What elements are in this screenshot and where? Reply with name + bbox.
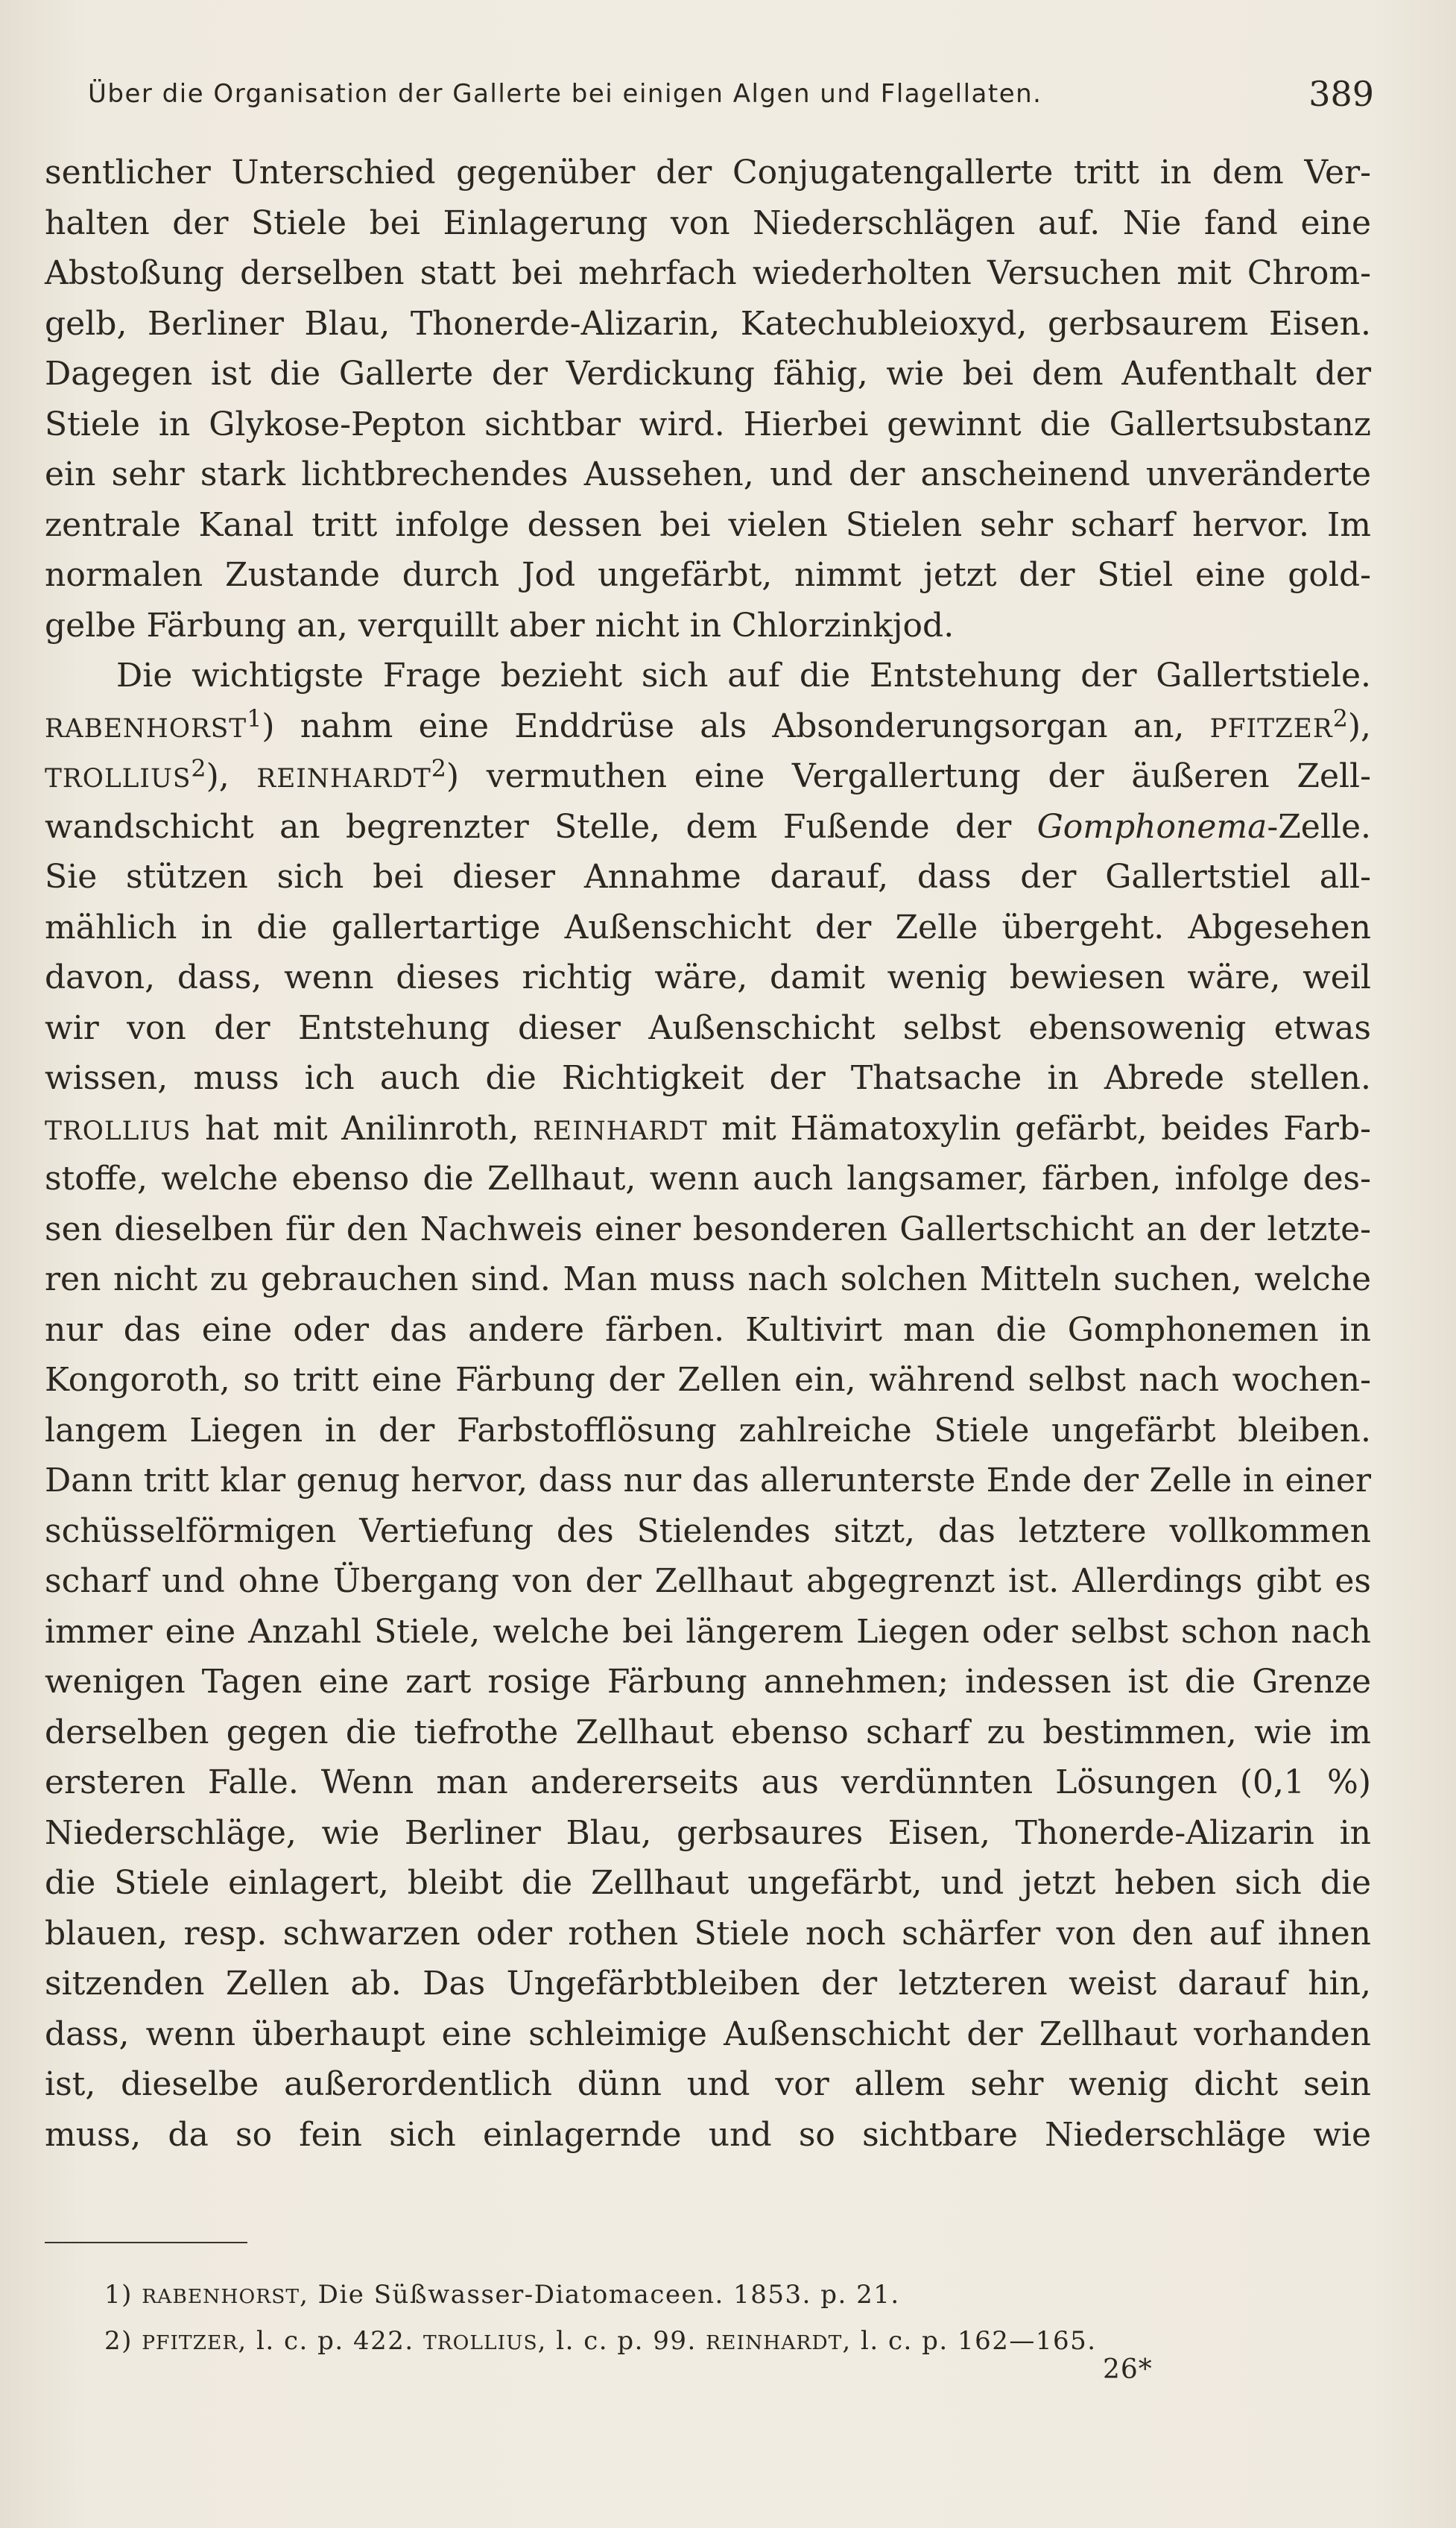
paragraph-start-line: Die wichtigste Frage bezieht sich auf die Entstehung der Gallertstiele. (116, 657, 1371, 695)
author-name: RABENHORST (142, 2285, 300, 2308)
footnote-ref: 2 (191, 755, 206, 783)
author-name: REINHARDT (256, 764, 431, 794)
footnote-ref: 2 (431, 755, 446, 783)
text-line: wissen, muss ich auch die Richtigkeit der Thatsache in Abrede stellen. (45, 1059, 1371, 1097)
text-line: wenigen Tagen eine zart rosige Färbung annehmen; indessen ist die Grenze (45, 1663, 1371, 1701)
body-text (45, 148, 1371, 2160)
text-line: blauen, resp. schwarzen oder rothen Stiele noch schärfer von den auf ihnen (45, 1914, 1371, 1953)
text-line: derselben gegen die tiefrothe Zellhaut ebenso scharf zu bestimmen, wie im (45, 1713, 1371, 1751)
author-name: TROLLIUS (45, 764, 192, 794)
author-name: REINHARDT (533, 1116, 708, 1146)
text-line: Sie stützen sich bei dieser Annahme darauf, dass der Gallertstiel all- (45, 858, 1371, 896)
running-title: Über die Organisation der Gallerte bei einigen Algen und Flagellaten. (88, 79, 1042, 109)
genus-name: Gomphonema (1036, 807, 1267, 846)
footnote-mark: 2) (104, 2326, 133, 2356)
text-line: Niederschläge, wie Berliner Blau, gerbsaures Eisen, Thonerde-Alizarin in (45, 1813, 1371, 1852)
footnote-ref: 1 (247, 705, 262, 733)
footnotes (104, 2272, 1371, 2364)
text-line: sentlicher Unterschied gegenüber der Conjugatengallerte tritt in dem Ver- (45, 154, 1371, 192)
author-name: TROLLIUS (423, 2331, 538, 2354)
text-line: davon, dass, wenn dieses richtig wäre, damit wenig bewiesen wäre, weil (45, 958, 1371, 996)
text-line: die Stiele einlagert, bleibt die Zellhaut ungefärbt, und jetzt heben sich die (45, 1864, 1371, 1902)
footnote-divider (45, 2242, 247, 2243)
text-line: wir von der Entstehung dieser Außenschicht selbst ebensowenig etwas (45, 1008, 1371, 1047)
footnote-ref: 2 (1332, 705, 1348, 733)
text-line: mählich in die gallertartige Außenschicht der Zelle übergeht. Abgesehen (45, 908, 1371, 947)
footnote-2: 2) PFITZER, l. c. p. 422. TROLLIUS, l. c. p. 99. REINHARDT, l. c. p. 162—165. (104, 2326, 1097, 2356)
text-line: Abstoßung derselben statt bei mehrfach wiederholten Versuchen mit Chrom- (45, 254, 1371, 292)
author-name: PFITZER (142, 2331, 238, 2354)
text-line: zentrale Kanal tritt infolge dessen bei vielen Stielen sehr scharf hervor. Im (45, 505, 1371, 544)
text-line: sen dieselben für den Nachweis einer besonderen Gallertschicht an der letzte- (45, 1210, 1371, 1248)
page-number: 389 (1308, 74, 1374, 114)
text-line: normalen Zustande durch Jod ungefärbt, nimmt jetzt der Stiel eine gold- (45, 556, 1371, 594)
text-line: ist, dieselbe außerordentlich dünn und vor allem sehr wenig dicht sein (45, 2065, 1371, 2103)
author-name: RABENHORST (45, 713, 247, 744)
text-line: Stiele in Glykose-Pepton sichtbar wird. Hierbei gewinnt die Gallertsubstanz (45, 405, 1371, 443)
text-line: scharf und ohne Übergang von der Zellhaut abgegrenzt ist. Allerdings gibt es (45, 1562, 1371, 1600)
text-line: TROLLIUS hat mit Anilinroth, REINHARDT mit Hämatoxylin gefärbt, beides Farb- (45, 1109, 1372, 1148)
text-line: RABENHORST$^1$) nahm eine Enddrüse als Absonderungsorgan an, PFITZER$^2$), (45, 705, 1371, 745)
author-name: REINHARDT (706, 2331, 843, 2354)
text-line: langem Liegen in der Farbstofflösung zahlreiche Stiele ungefärbt bleiben. (45, 1411, 1371, 1450)
author-name: PFITZER (1209, 713, 1333, 744)
text-line: TROLLIUS$^2$), REINHARDT$^2$) vermuthen eine Vergallertung der äußeren Zell- (45, 755, 1371, 795)
text-line: schüsselförmigen Vertiefung des Stielendes sitzt, das letztere vollkommen (45, 1511, 1371, 1550)
text-line: ersteren Falle. Wenn man andererseits aus verdünnten Lösungen (0,1 %) (45, 1763, 1371, 1801)
text-line: wandschicht an begrenzter Stelle, dem Fußende der Gomphonema-Zelle. (45, 807, 1371, 846)
text-line: ren nicht zu gebrauchen sind. Man muss nach solchen Mitteln suchen, welche (45, 1260, 1371, 1298)
text-line: gelb, Berliner Blau, Thonerde-Alizarin, Katechubleioxyd, gerbsaurem Eisen. (45, 304, 1371, 343)
text-line: Dagegen ist die Gallerte der Verdickung fähig, wie bei dem Aufenthalt der (45, 355, 1371, 393)
text-line: stoffe, welche ebenso die Zellhaut, wenn auch langsamer, färben, infolge des- (45, 1160, 1371, 1198)
footnote-1: 1) RABENHORST, Die Süßwasser-Diatomaceen. 1853. p. 21. (104, 2280, 900, 2310)
text-line: sitzenden Zellen ab. Das Ungefärbtbleiben der letzteren weist darauf hin, (45, 1965, 1371, 2003)
text-line: halten der Stiele bei Einlagerung von Niederschlägen auf. Nie fand eine (45, 203, 1371, 242)
text-line: Dann tritt klar genug hervor, dass nur das allerunterste Ende der Zelle in einer (45, 1462, 1371, 1500)
paragraph-end-line: gelbe Färbung an, verquillt aber nicht in Chlorzinkjod. (45, 606, 955, 645)
text-line: nur das eine oder das andere färben. Kultivirt man die Gomphonemen in (45, 1310, 1371, 1349)
text-line: immer eine Anzahl Stiele, welche bei längerem Liegen oder selbst schon nach (45, 1612, 1371, 1651)
footnote-mark: 1) (104, 2280, 133, 2310)
text-line: Kongoroth, so tritt eine Färbung der Zellen ein, während selbst nach wochen- (45, 1361, 1371, 1399)
printer-signature: 26* (1103, 2354, 1153, 2385)
text-line: dass, wenn überhaupt eine schleimige Außenschicht der Zellhaut vorhanden (45, 2014, 1371, 2053)
author-name: TROLLIUS (45, 1116, 192, 1146)
text-line: ein sehr stark lichtbrechendes Aussehen, und der anscheinend unveränderte (45, 455, 1371, 493)
text-line: muss, da so fein sich einlagernde und so sichtbare Niederschläge wie (45, 2115, 1371, 2154)
